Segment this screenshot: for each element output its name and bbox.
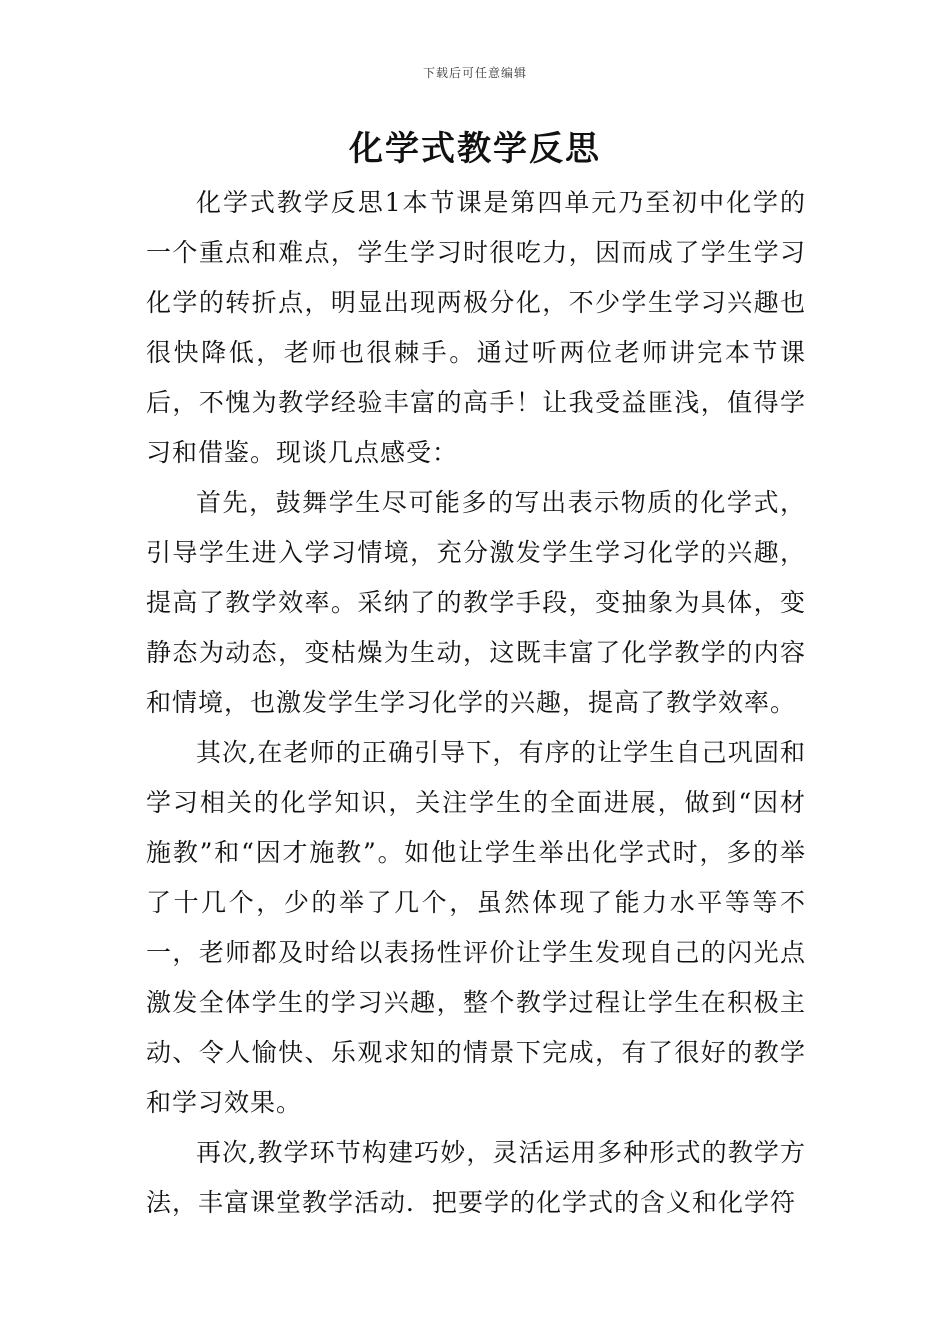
document-body [146,178,806,1228]
paragraph-intro: 化学式教学反思1本节课是第四单元乃至初中化学的一个重点和难点，学生学习时很吃力，因而成了学生学习化学的转折点，明显出现两极分化，不少学生学习兴趣也很快降低，老师也很棘手。通过听两位老师讲完本节课后，不愧为教学经验丰富的高手！让我受益匪浅，值得学习和借鉴。现谈几点感受： [146,188,806,467]
paragraph-second: 其次,在老师的正确引导下，有序的让学生自己巩固和学习相关的化学知识，关注学生的全面进展，做到“因材施教”和“因才施教”。如他让学生举出化学式时，多的举了十几个，少的举了几个，虽然体现了能力水平等等不一，老师都及时给以表扬性评价让学生发现自己的闪光点激发全体学生的学习兴趣，整个教学过程让学生在积极主动、令人愉快、乐观求知的情景下完成，有了很好的教学和学习效果。 [146,738,806,1117]
page-header-note: 下载后可任意编辑 [422,66,527,80]
paragraph-third: 再次,教学环节构建巧妙，灵活运用多种形式的教学方法，丰富课堂教学活动．把要学的化学式的含义和化学符 [146,1138,806,1217]
document-title: 化学式教学反思 [349,129,601,169]
paragraph-first: 首先，鼓舞学生尽可能多的写出表示物质的化学式，引导学生进入学习情境，充分激发学生学习化学的兴趣，提高了教学效率。采纳了的教学手段，变抽象为具体，变静态为动态，变枯燥为生动，这既丰富了化学教学的内容和情境，也激发学生学习化学的兴趣，提高了教学效率。 [146,488,806,717]
